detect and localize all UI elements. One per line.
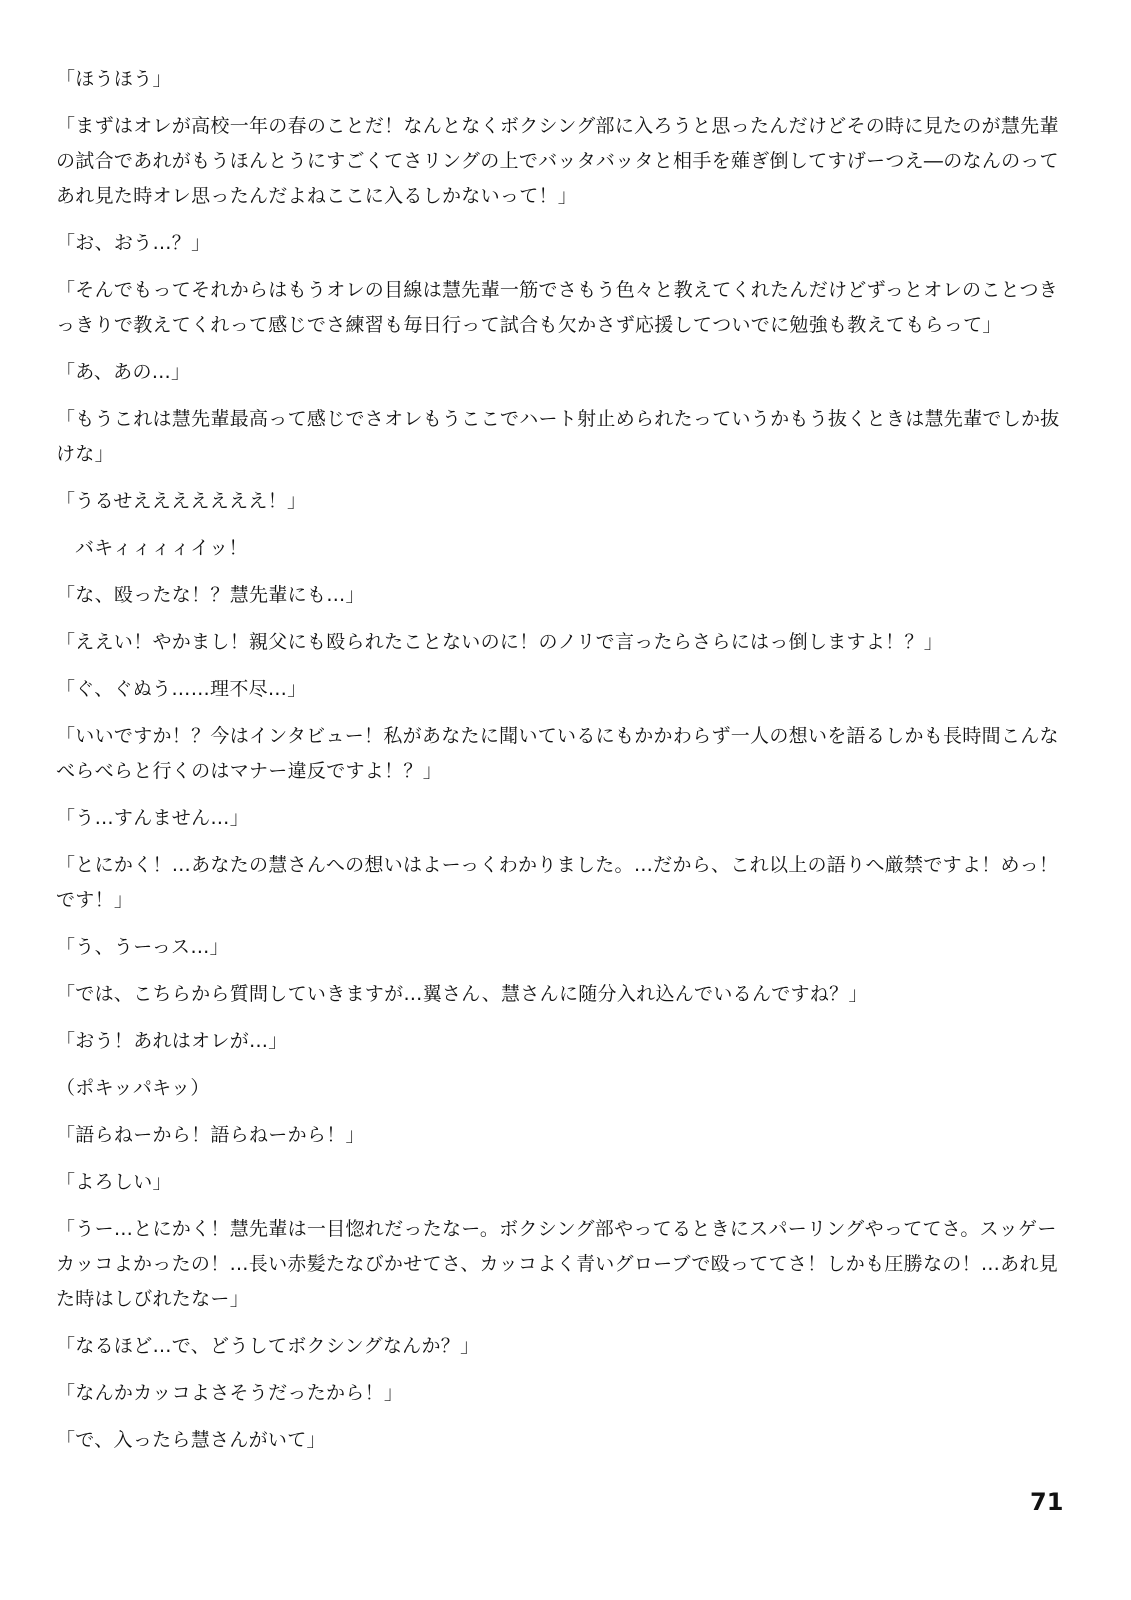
paragraph: 「では、こちらから質問していきますが…翼さん、慧さんに随分入れ込んでいるんですね？」 [56,983,868,1005]
paragraph: 「おう！あれはオレが…」 [56,1030,288,1052]
paragraph: 「語らねーから！語らねーから！」 [56,1124,365,1146]
paragraph: 「あ、あの…」 [56,361,191,383]
paragraph: 「そんでもってそれからはもうオレの目線は慧先輩一筋でさもう色々と教えてくれたんだけどずっとオレのことつきっきりで教えてくれって感じでさ練習も毎日行って試合も欠かさず応援してついでに勉強も教えてもらって」 [56,279,1059,336]
paragraph: 「お、おう…？」 [56,232,211,254]
paragraph: 「うるせえええええええ！」 [56,490,307,512]
paragraph: 「ほうほう」 [56,68,172,90]
paragraph: 「ぐ、ぐぬう……理不尽…」 [56,678,307,700]
paragraph: 「う…すんません…」 [56,807,250,829]
sound-effect: バキィィィィイッ！ [75,537,248,559]
paragraph: 「とにかく！…あなたの慧さんへの想いはよーっくわかりました。…だから、これ以上の語りへ厳禁ですよ！めっ！です！」 [56,854,1059,911]
paragraph: 「うー…とにかく！慧先輩は一目惚れだったなー。ボクシング部やってるときにスパーリングやっててさ。スッゲーカッコよかったの！…長い赤髪たなびかせてさ、カッコよく青いグローブで殴っててさ！しかも圧勝なの！…あれ見た時はしびれたなー」 [56,1218,1059,1310]
paragraph: 「で、入ったら慧さんがいて」 [56,1429,326,1451]
paragraph: 「ええい！やかまし！親父にも殴られたことないのに！のノリで言ったらさらにはっ倒しますよ！？」 [56,631,944,653]
paragraph: 「う、うーっス…」 [56,936,229,958]
body-text [56,62,1066,1470]
paragraph: 「よろしい」 [56,1171,172,1193]
paragraph: 「まずはオレが高校一年の春のことだ！なんとなくボクシング部に入ろうと思ったんだけどその時に見たのが慧先輩の試合であれがもうほんとうにすごくてさリングの上でバッタバッタと相手を薙ぎ倒してすげーつえ―のなんのってあれ見た時オレ思ったんだよねここに入るしかないって！」 [56,115,1059,207]
paragraph: （ポキッパキッ） [56,1077,210,1099]
paragraph: 「なんかカッコよさそうだったから！」 [56,1382,404,1404]
paragraph: 「いいですか！？今はインタビュー！私があなたに聞いているにもかかわらず一人の想いを語るしかも長時間こんなべらべらと行くのはマナー違反ですよ！？」 [56,725,1059,782]
page-number: 71 [1030,1488,1064,1516]
paragraph: 「な、殴ったな！？慧先輩にも…」 [56,584,365,606]
paragraph: 「なるほど…で、どうしてボクシングなんか？」 [56,1335,480,1357]
paragraph: 「もうこれは慧先輩最高って感じでさオレもうここでハート射止められたっていうかもう抜くときは慧先輩でしか抜けな」 [56,408,1060,465]
